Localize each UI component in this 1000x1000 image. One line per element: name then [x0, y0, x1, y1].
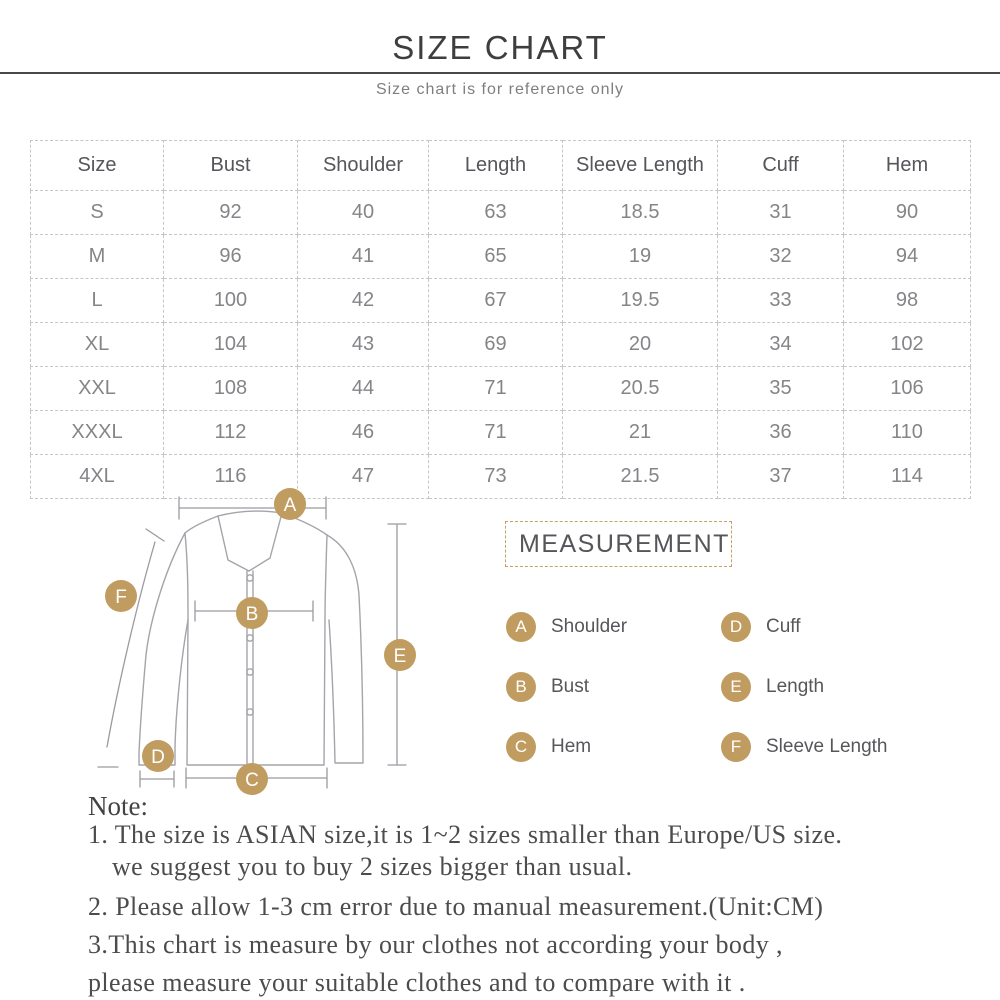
table-cell: 65 [429, 235, 563, 279]
table-cell: 19 [563, 235, 718, 279]
table-cell: 104 [164, 323, 298, 367]
note-line: we suggest you to buy 2 sizes bigger than usual. [112, 852, 633, 881]
legend-badge: E [721, 672, 751, 702]
table-cell: 110 [844, 411, 971, 455]
table-cell: 31 [718, 191, 844, 235]
badge-c-label: C [245, 770, 259, 791]
table-cell: 20.5 [563, 367, 718, 411]
table-cell: 34 [718, 323, 844, 367]
size-table-head [31, 141, 971, 191]
table-header-cell: Size [31, 141, 164, 191]
legend-item [721, 672, 966, 702]
table-cell: XXXL [31, 411, 164, 455]
table-cell: 90 [844, 191, 971, 235]
measurement-title-box [505, 521, 732, 567]
table-header-cell: Length [429, 141, 563, 191]
table-cell: 4XL [31, 455, 164, 499]
legend-item [506, 672, 721, 702]
legend-label: Shoulder [551, 616, 628, 637]
table-header-cell: Cuff [718, 141, 844, 191]
marker-length [384, 524, 416, 765]
table-cell: 106 [844, 367, 971, 411]
size-table-body [31, 191, 971, 499]
note-line: 1. The size is ASIAN size,it is 1~2 sizes smaller than Europe/US size. [88, 820, 843, 849]
badge-e-label: E [393, 646, 407, 667]
table-cell: 46 [298, 411, 429, 455]
table-cell: M [31, 235, 164, 279]
title-divider [0, 72, 1000, 74]
table-cell: 42 [298, 279, 429, 323]
page-title: SIZE CHART [392, 29, 608, 66]
table-cell: 21.5 [563, 455, 718, 499]
table-cell: L [31, 279, 164, 323]
badge-a-label: A [283, 495, 297, 516]
table-cell: XL [31, 323, 164, 367]
note-line: please measure your suitable clothes and to compare with it . [88, 968, 746, 997]
table-cell: 96 [164, 235, 298, 279]
table-cell: 71 [429, 367, 563, 411]
table-header-cell: Hem [844, 141, 971, 191]
table-cell: 32 [718, 235, 844, 279]
note-line: 2. Please allow 1-3 cm error due to manual measurement.(Unit:CM) [88, 892, 824, 921]
legend-item [721, 612, 966, 642]
legend-item [506, 732, 721, 762]
table-row [31, 235, 971, 279]
table-row [31, 279, 971, 323]
table-cell: 37 [718, 455, 844, 499]
table-cell: 69 [429, 323, 563, 367]
table-cell: 73 [429, 455, 563, 499]
table-cell: 63 [429, 191, 563, 235]
shirt-diagram [80, 485, 480, 805]
table-cell: 100 [164, 279, 298, 323]
legend-badge: A [506, 612, 536, 642]
shirt-outline [139, 511, 363, 770]
marker-bust [195, 597, 313, 629]
legend-item [506, 612, 721, 642]
legend-label: Sleeve Length [766, 736, 888, 757]
table-header-cell: Sleeve Length [563, 141, 718, 191]
table-cell: 98 [844, 279, 971, 323]
legend-badge: F [721, 732, 751, 762]
table-cell: 18.5 [563, 191, 718, 235]
table-header-cell: Shoulder [298, 141, 429, 191]
table-cell: 114 [844, 455, 971, 499]
table-cell: 40 [298, 191, 429, 235]
table-cell: S [31, 191, 164, 235]
measurement-legend [506, 612, 966, 792]
table-cell: 21 [563, 411, 718, 455]
table-cell: 108 [164, 367, 298, 411]
legend-badge: B [506, 672, 536, 702]
table-cell: 71 [429, 411, 563, 455]
table-cell: 116 [164, 455, 298, 499]
table-cell: 41 [298, 235, 429, 279]
table-row [31, 411, 971, 455]
legend-label: Cuff [766, 616, 801, 637]
table-row [31, 191, 971, 235]
legend-label: Length [766, 676, 825, 697]
marker-hem [186, 763, 327, 795]
table-cell: 102 [844, 323, 971, 367]
table-cell: 67 [429, 279, 563, 323]
table-cell: XXL [31, 367, 164, 411]
table-cell: 36 [718, 411, 844, 455]
note-line: 3.This chart is measure by our clothes not according your body , [88, 930, 783, 959]
table-cell: 94 [844, 235, 971, 279]
table-cell: 112 [164, 411, 298, 455]
badge-d-label: D [151, 747, 165, 768]
badge-b-label: B [245, 604, 259, 625]
marker-sleeve-length [98, 529, 164, 767]
table-cell: 92 [164, 191, 298, 235]
table-header-row [31, 141, 971, 191]
marker-shoulder [179, 488, 326, 520]
legend-item [721, 732, 966, 762]
marker-cuff [140, 740, 174, 787]
legend-badge: D [721, 612, 751, 642]
table-header-cell: Bust [164, 141, 298, 191]
badge-f-label: F [115, 587, 127, 608]
table-cell: 44 [298, 367, 429, 411]
measurement-title: MEASUREMENT [519, 529, 730, 558]
table-cell: 20 [563, 323, 718, 367]
legend-badge: C [506, 732, 536, 762]
table-cell: 19.5 [563, 279, 718, 323]
notes-heading: Note: [88, 791, 148, 821]
table-row [31, 367, 971, 411]
page-subtitle: Size chart is for reference only [375, 81, 625, 98]
table-cell: 35 [718, 367, 844, 411]
legend-label: Hem [551, 736, 592, 757]
table-cell: 43 [298, 323, 429, 367]
legend-label: Bust [551, 676, 590, 697]
size-table [30, 140, 971, 499]
table-row [31, 323, 971, 367]
table-cell: 33 [718, 279, 844, 323]
table-cell: 47 [298, 455, 429, 499]
